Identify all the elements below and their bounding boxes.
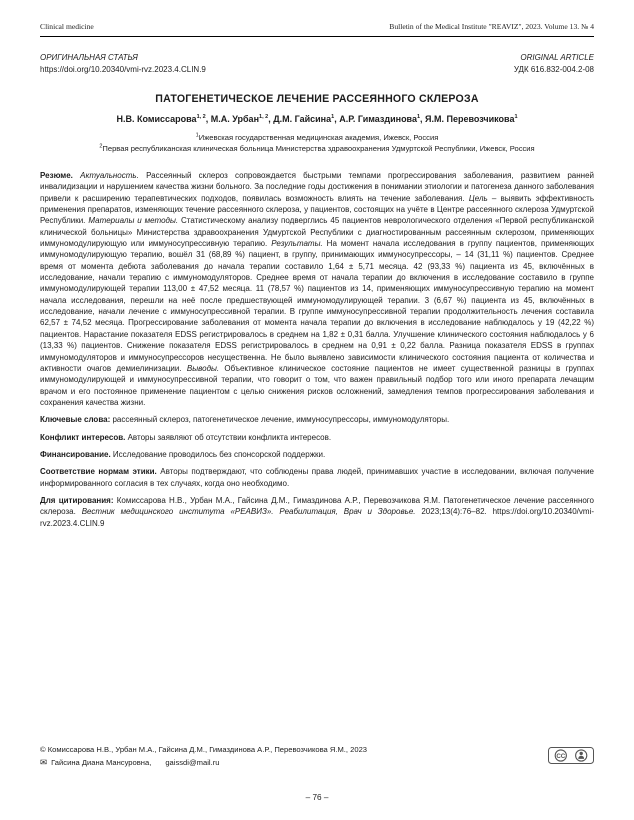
udk-code: УДК 616.832-004.2-08	[513, 65, 594, 74]
svg-text:CC: CC	[556, 752, 566, 760]
page-number: – 76 –	[305, 793, 329, 802]
affiliation-1: $^1$Ижевская государственная медицинская академия, Ижевск, Россия	[195, 132, 439, 142]
doi-link[interactable]: https://doi.org/10.20340/vmi-rvz.2023.4.CLIN.9	[40, 65, 206, 74]
journal-issue: Bulletin of the Medical Institute "REAVIZ", 2023. Volume 13. № 4	[389, 22, 594, 31]
citation-paragraph: Для цитирования: Комиссарова Н.В., Урбан М.А., Гайсина Д.М., Гимаздинова А.Р., Перевозчикова Я.М. Патогенетическое лечение рассеянного склероза. Вестник медицинского института «РЕАВИЗ». Реабилитация, Врач и Здоровье. 2023;13(4):76–82. https://doi.org/10.20340/vmi-rvz.2023.4.CLIN.9	[40, 496, 594, 528]
affiliation-2: $^2$Первая республиканская клиническая больница Министерства здравоохранения Удмуртской Республики, Ижевск, Россия	[99, 143, 535, 154]
contact-row	[40, 756, 367, 770]
abstract-paragraph: Резюме. Актуальность. Рассеянный склероз сопровождается быстрыми темпами прогрессирования заболевания, развитием ранней инвалидизации и нарушением качества жизни больного. За последние годы достижения в понимании этиологии и патогенеза данного заболевания привели к расширению терапевтических подходов, появилась возможность влиять на течение заболевания. Цель – выявить эффективность применения препаратов, изменяющих течение рассеянного склероза, у пациентов, состоящих на учёте в Центре рассеянного склероза Удмуртской Республики. Материалы и методы. Статистическому анализу подверглись 45 пациентов неврологического отделения «Первой республиканской клинической больницы» Министерства здравоохранения Удмуртской Республики с диагностированным рассеянным склерозом, применяющих иммуномодулирующую или иммуносупрессивную терапию. Результаты. На момент начала исследования в группу пациентов, применяющих иммуномодулирующую терапию, вошёл 31 (68,89 %) пациент, в группу, принимающих иммуносупрессоры, – 14 (31,11 %) пациентов. Среднее время от момента дебюта заболевания до начала терапии составило 1,64 ± 5,71 месяца. 42 (93,33 %) пациента из 45, включённых в исследование, начали терапию с иммуномодуляторов. Среднее время от начала терапии до включения в исследование составило в группе иммуномодулирующей терапии 113,00 ± 47,52 месяца. 11 (78,57 %) пациентов из 14, применяющих иммуносупрессивную терапию на момент начала исследования, перешли на неё после предшествующей иммуномодулирующей терапии. 3 (6,67 %) пациента из 45, включённых в исследование, начали лечение с иммуносупрессивной терапии. В группе иммуносупрессивной терапии продолжительность лечения составила 62,57 ± 74,52 месяца. Прогрессирование заболевания от момента начала терапии до включения в исследование наблюдалось у 19 (42,22 %) пациентов. Нарастание показателя EDSS регистрировалось в среднем на 1,82 ± 0,31 балла. Улучшение клинического состояния наблюдалось у 6 (13,33 %) пациентов. Снижение показателя EDSS регистрировалось в среднем на 0,91 ± 0,22 балла. Разница показателя EDSS в группах иммуномодуляторов и иммуносупрессоров несущественна. Не было выявлено зависимости клинического состояния пациента от количества и активности очагов демиелинизации. Выводы. Объективное клиническое состояние пациентов не имеет существенной разницы в группах иммуномодулирующей и иммуносупрессивной терапии, что говорит о том, что важен правильный подбор того или иного препарата лечащим врачом и его постоянное применение пациентом с целью снижения рисков осложнений, замедления темпов прогрессирования заболевания и сохранения качества жизни.	[40, 170, 595, 407]
running-header	[40, 22, 594, 31]
contact-email-link[interactable]: gaissdi@mail.ru	[165, 758, 220, 768]
cc-by-license-badge[interactable]	[548, 747, 594, 768]
envelope-icon: ✉	[40, 757, 48, 768]
article-type-ru: ОРИГИНАЛЬНАЯ СТАТЬЯ	[40, 53, 138, 62]
copyright-line: © Комиссарова Н.В., Урбан М.А., Гайсина Д.М., Гимаздинова А.Р., Перевозчикова Я.М., 2023	[40, 745, 368, 755]
journal-section: Clinical medicine	[40, 22, 94, 31]
affiliations	[40, 132, 594, 155]
abstract-block	[40, 170, 594, 529]
keywords-paragraph: Ключевые слова: рассеянный склероз, патогенетическое лечение, иммуносупрессоры, иммуномодуляторы.	[40, 415, 450, 425]
page-footer	[40, 744, 594, 770]
authors-line: Н.В. Комиссарова$^{1, 2}$, М.А. Урбан$^{1, 2}$, Д.М. Гайсина$^1$, А.Р. Гимаздинова$^1$, Я.М. Перевозчикова$^1$	[116, 114, 518, 124]
header-divider	[40, 36, 594, 37]
funding-paragraph: Финансирование. Исследование проводилось без спонсорской поддержки.	[40, 450, 326, 460]
contact-name: Гайсина Диана Мансуровна,	[51, 758, 152, 768]
article-meta	[40, 52, 594, 76]
article-title: ПАТОГЕНЕТИЧЕСКОЕ ЛЕЧЕНИЕ РАССЕЯННОГО СКЛЕРОЗА	[155, 93, 479, 105]
conflict-of-interest-paragraph: Конфликт интересов. Авторы заявляют об отсутствии конфликта интересов.	[40, 432, 332, 442]
ethics-paragraph: Соответствие нормам этики. Авторы подтверждают, что соблюдены права людей, принимавших участие в исследовании, включая получение информированного согласия в тех случаях, когда оно необходимо.	[40, 467, 595, 488]
article-type-en: ORIGINAL ARTICLE	[520, 53, 594, 62]
